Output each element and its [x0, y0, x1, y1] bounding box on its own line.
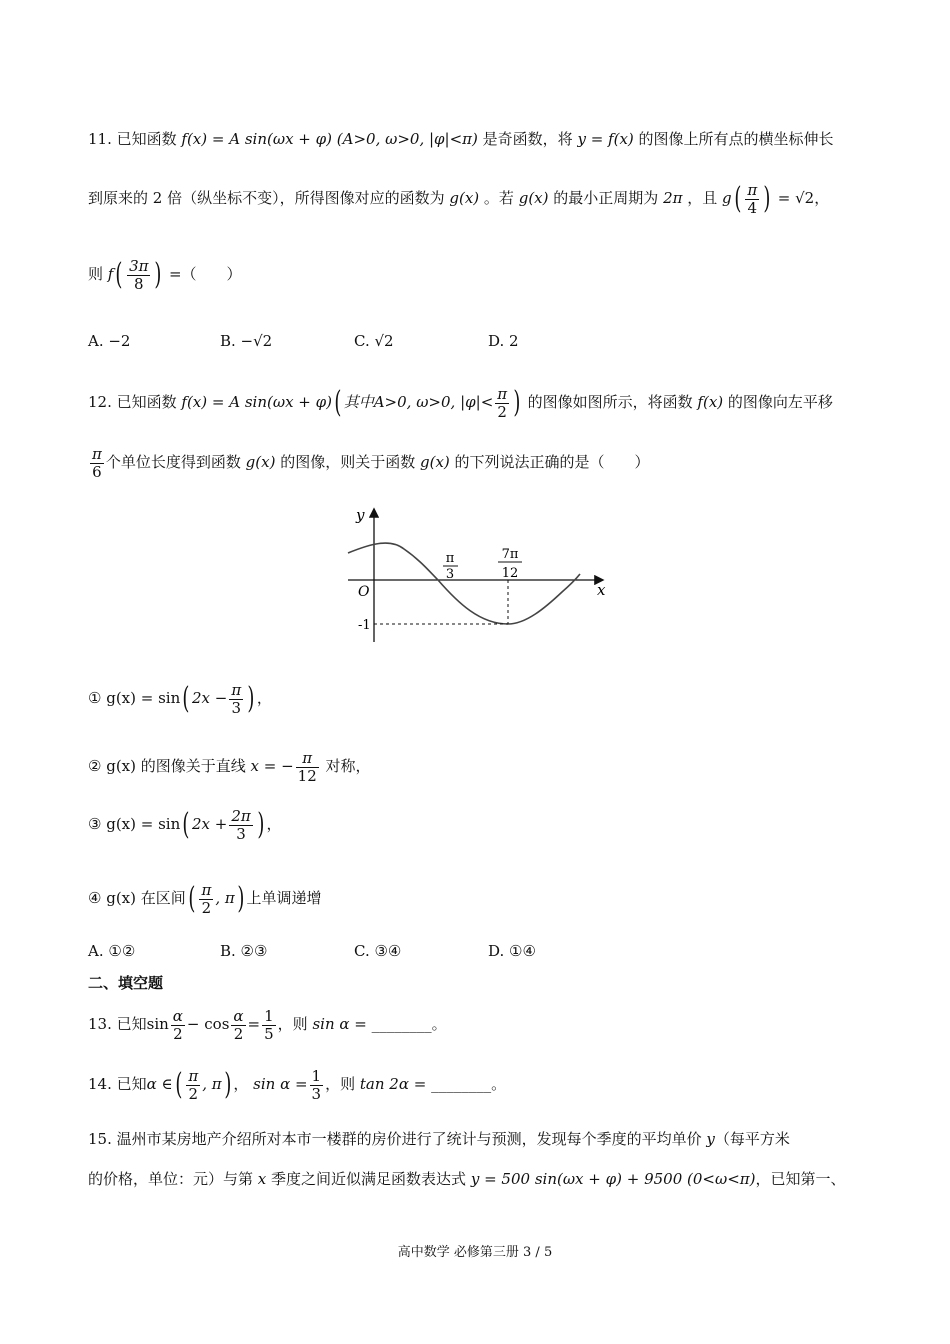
- numerator: π: [92, 445, 102, 463]
- q11-option-c[interactable]: C. √2: [354, 332, 394, 350]
- statement-text: 对称，: [325, 757, 371, 775]
- numerator: π: [497, 385, 508, 403]
- q11-text: 的图像上所有点的横坐标伸长: [638, 130, 834, 148]
- q12-option-d[interactable]: D. ①④: [488, 942, 536, 960]
- denominator: 2: [188, 1084, 199, 1103]
- numerator: α: [233, 1007, 244, 1025]
- numerator: α: [172, 1007, 183, 1025]
- origin-label: O: [358, 584, 370, 600]
- fraction: [229, 682, 243, 716]
- q11-text: 。若: [483, 189, 514, 207]
- paren-right: ): [154, 257, 162, 292]
- q11-text: 则: [88, 265, 104, 283]
- q12-option-a[interactable]: A. ①②: [88, 942, 136, 960]
- q14-pi: , π: [202, 1075, 222, 1093]
- q12-option-b[interactable]: B. ②③: [220, 942, 268, 960]
- numerator: 2π: [231, 807, 251, 825]
- x-axis-label: x: [597, 581, 606, 599]
- tick1-num: π: [445, 551, 455, 566]
- q14-tan: tan 2α =: [359, 1075, 427, 1093]
- q11-line1: [88, 132, 834, 147]
- q13-text: 13. 已知: [88, 1015, 147, 1033]
- q12-function-graph: [340, 500, 620, 650]
- q11-period: 2π: [663, 189, 683, 207]
- q11-text: 是奇函数，将: [482, 130, 573, 148]
- q15-text: 季度之间近似满足函数表达式: [271, 1170, 467, 1188]
- q12-text: 个单位长度得到函数: [105, 453, 241, 471]
- statement-expr: , π: [215, 889, 235, 907]
- statement-text: ③ g(x) = sin: [88, 815, 181, 833]
- fraction: [262, 1008, 276, 1042]
- denominator: 3: [236, 824, 246, 843]
- q11-option-a[interactable]: A. −2: [88, 332, 131, 350]
- paren-left: (: [182, 807, 190, 842]
- fraction: [127, 258, 150, 292]
- q15-line1: [88, 1132, 790, 1147]
- numerator: π: [231, 681, 242, 699]
- denominator: 3: [311, 1084, 322, 1103]
- q11-f: f: [107, 265, 114, 283]
- fraction: [90, 446, 104, 480]
- q14-sina: sin α =: [253, 1075, 308, 1093]
- paren-left: (: [334, 385, 342, 420]
- denominator: 2: [497, 402, 507, 421]
- statement-expr: 2x +: [191, 815, 228, 833]
- q15-line2: [88, 1172, 846, 1187]
- numerator: π: [296, 750, 319, 768]
- q11-text: ，且: [687, 189, 718, 207]
- numerator: π: [747, 181, 758, 199]
- fraction: [745, 182, 759, 216]
- q12-statement-1: [88, 682, 272, 716]
- paren-left: (: [115, 257, 123, 292]
- q14-text: 14. 已知: [88, 1075, 147, 1093]
- tick2-den: 12: [501, 566, 519, 581]
- page-footer: 高中数学 必修第三册 3 / 5: [397, 1245, 553, 1260]
- paren-right: ): [237, 881, 245, 916]
- q15-y: y: [706, 1130, 715, 1148]
- q13-line: [88, 1008, 447, 1042]
- q11-eq: =（ ）: [168, 265, 242, 283]
- paren-left: (: [182, 681, 190, 716]
- q15-text: 的价格，单位：元）与第: [88, 1170, 254, 1188]
- q11-condition: (A>0, ω>0, |φ|<π): [336, 130, 478, 148]
- q12-option-c[interactable]: C. ③④: [354, 942, 402, 960]
- q14-text: ，: [233, 1075, 249, 1093]
- q13-sin: sin: [146, 1015, 169, 1033]
- paren-left: (: [734, 181, 742, 216]
- q15-text: 15. 温州市某房地产介绍所对本市一楼群的房价进行了统计与预测，发现每个季度的平均单价: [88, 1130, 702, 1148]
- q13-cos: − cos: [186, 1015, 230, 1033]
- statement-text: ④ g(x) 在区间: [88, 889, 186, 907]
- numerator: 1: [311, 1067, 322, 1085]
- q12-statement-2: [88, 750, 371, 784]
- numerator: π: [188, 1067, 199, 1085]
- denominator: 5: [264, 1024, 274, 1043]
- q13-sina: sin α =: [312, 1015, 367, 1033]
- q11-line2: [88, 182, 829, 216]
- paren-left: (: [174, 1067, 183, 1102]
- q11-y: y = f(x): [577, 130, 634, 148]
- q14-alpha: α ∈: [146, 1075, 173, 1093]
- numerator: π: [201, 881, 212, 899]
- q11-text: 11. 已知函数: [88, 130, 177, 148]
- statement-expr: x = −: [250, 757, 294, 775]
- q12-statement-4: [88, 882, 321, 916]
- tick1-den: 3: [445, 567, 455, 582]
- q11-eq: = √2: [777, 189, 815, 207]
- fraction: [495, 386, 509, 420]
- q13-eq: =: [247, 1015, 261, 1033]
- q13-answer-blank[interactable]: ________: [371, 1015, 432, 1033]
- paren-right: ): [223, 1067, 231, 1102]
- q13-text: ，则: [277, 1015, 308, 1033]
- denominator: 2: [201, 898, 212, 917]
- q14-line: [88, 1068, 506, 1102]
- fraction: [296, 750, 319, 784]
- statement-text: ，: [256, 689, 272, 707]
- q12-text: 的图像如图所示，将函数: [527, 393, 693, 411]
- q15-text: （每平方米: [714, 1130, 790, 1148]
- q12-gx: g(x): [420, 453, 450, 471]
- section-title: 二、填空题: [88, 974, 164, 992]
- denominator: 8: [134, 274, 144, 293]
- q11-g: g: [722, 189, 732, 207]
- q12-text: 的下列说法正确的是（ ）: [454, 453, 650, 471]
- q14-answer-blank[interactable]: ________: [431, 1075, 492, 1093]
- q12-text: 的图像向左平移: [727, 393, 833, 411]
- q14-text: ，则: [325, 1075, 356, 1093]
- sine-curve: [348, 543, 580, 624]
- q11-text: 的最小正周期为: [553, 189, 659, 207]
- q11-line3: [88, 258, 242, 292]
- paren-right: ): [763, 181, 771, 216]
- q12-text: 12. 已知函数: [88, 393, 177, 411]
- ymin-label: -1: [358, 618, 371, 633]
- numerator: 1: [264, 1007, 274, 1025]
- fraction: [229, 808, 252, 842]
- fraction: [231, 1008, 245, 1042]
- q12-condition: 其中A>0, ω>0, |φ|<: [343, 393, 494, 411]
- numerator: 3π: [129, 257, 149, 275]
- q12-function: f(x) = A sin(ωx + φ): [181, 393, 332, 411]
- statement-text: 上单调递增: [246, 889, 322, 907]
- denominator: 3: [231, 698, 242, 717]
- statement-text: ① g(x) = sin: [88, 689, 181, 707]
- fraction: [199, 882, 213, 916]
- q12-fx: f(x): [697, 393, 724, 411]
- q15-text: ，已知第一、: [755, 1170, 846, 1188]
- q11-gx: g(x): [518, 189, 549, 207]
- paren-left: (: [188, 881, 196, 916]
- q15-x: x: [257, 1170, 267, 1188]
- paren-right: ): [513, 385, 521, 420]
- denominator: 12: [297, 766, 317, 785]
- denominator: 6: [92, 462, 102, 481]
- q12-statement-3: [88, 808, 281, 842]
- statement-text: ② g(x) 的图像关于直线: [88, 757, 246, 775]
- q12-line2: [88, 446, 650, 480]
- y-axis-label: y: [356, 506, 365, 524]
- q12-gx: g(x): [245, 453, 276, 471]
- denominator: 4: [747, 198, 758, 217]
- fraction: [186, 1068, 200, 1102]
- statement-text: ，: [266, 815, 282, 833]
- q11-text: 到原来的 2 倍（纵坐标不变），所得图像对应的函数为: [88, 189, 445, 207]
- q11-option-b[interactable]: B. −√2: [220, 332, 273, 350]
- q13-text: 。: [431, 1015, 447, 1033]
- q12-text: 的图像，则关于函数: [280, 453, 416, 471]
- paren-right: ): [247, 681, 255, 716]
- q15-function: y = 500 sin(ωx + φ) + 9500 (0<ω<π): [470, 1170, 756, 1188]
- denominator: 2: [233, 1024, 244, 1043]
- statement-expr: 2x −: [191, 689, 228, 707]
- fraction: [171, 1008, 185, 1042]
- q11-text: ，: [814, 189, 830, 207]
- q14-text: 。: [491, 1075, 507, 1093]
- q12-line1: [88, 386, 833, 420]
- tick2-num: 7π: [501, 547, 519, 562]
- q11-function: f(x) = A sin(ωx + φ): [181, 130, 332, 148]
- paren-right: ): [257, 807, 265, 842]
- denominator: 2: [173, 1024, 183, 1043]
- q11-gx: g(x): [449, 189, 480, 207]
- q11-option-d[interactable]: D. 2: [488, 332, 519, 350]
- fraction: [310, 1068, 324, 1102]
